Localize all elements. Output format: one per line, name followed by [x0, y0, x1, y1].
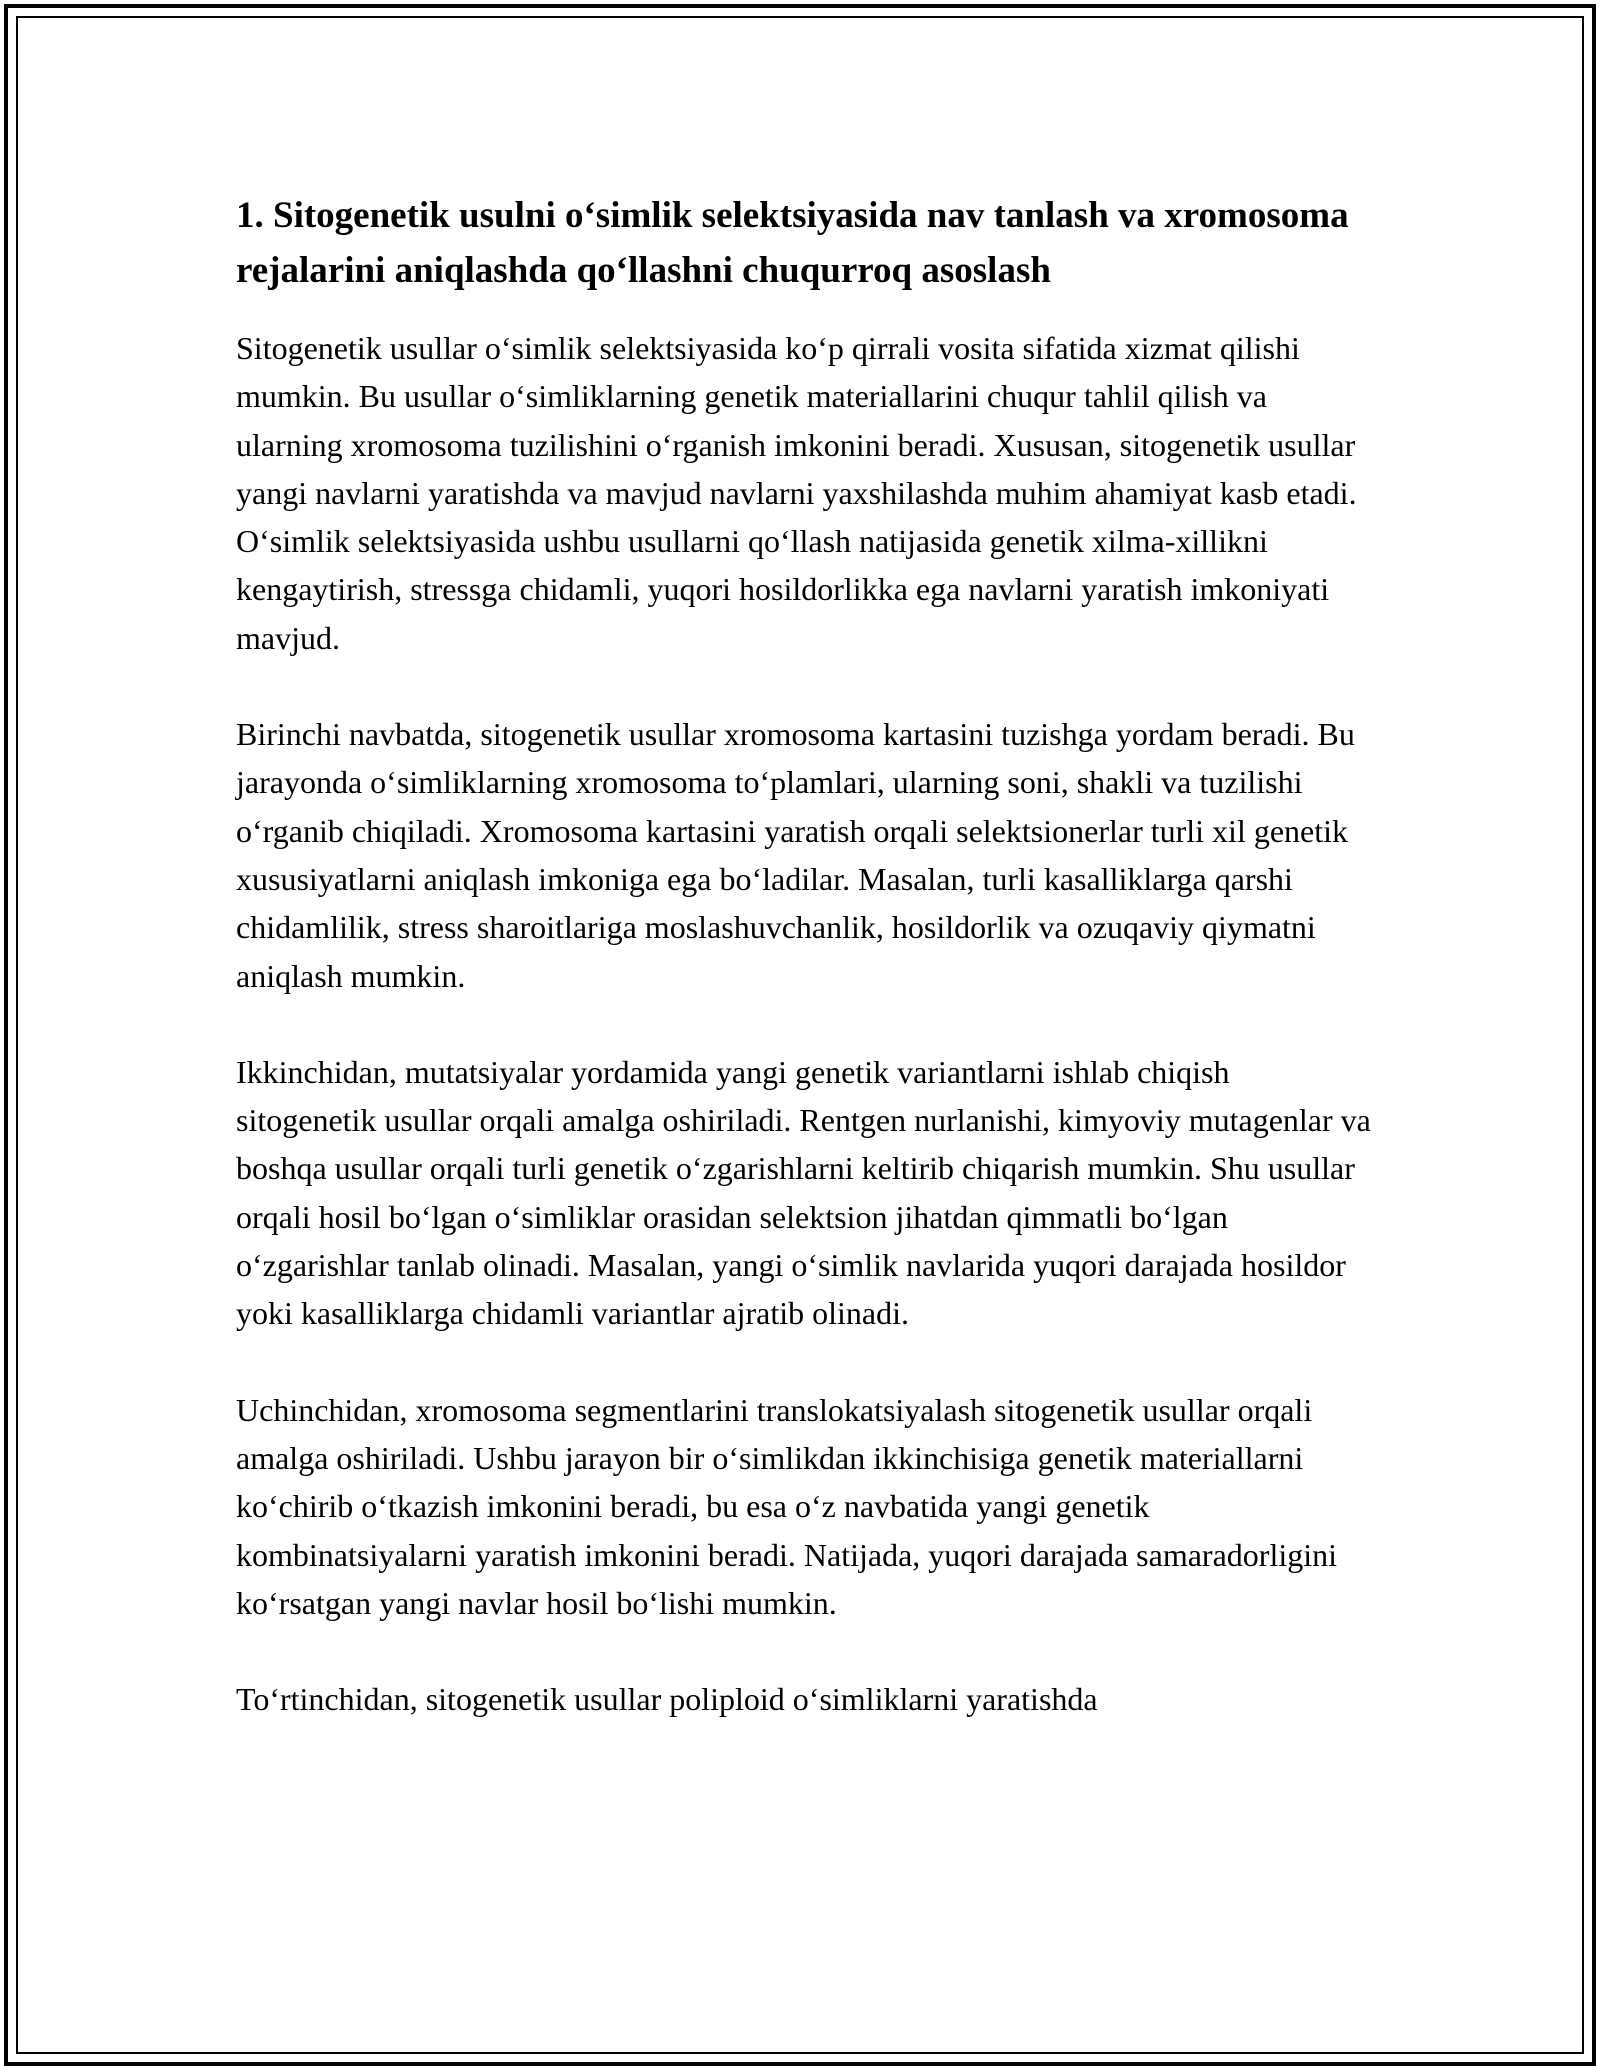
section-heading: 1. Sitogenetik usulni o‘simlik selektsiyasida nav tanlash va xromosoma rejalarini aniqlashda qo‘llashni chuqurroq asoslash: [236, 195, 1349, 291]
paragraph-third: Uchinchidan, xromosoma segmentlarini translokatsiyalash sitogenetik usullar orqali amalga oshiriladi. Ushbu jarayon bir o‘simlikdan ikkinchisiga genetik materiallarni ko‘chirib o‘tkazish imkonini beradi, bu esa o‘z navbatida yangi genetik kombinatsiyalarni yaratish imkonini beradi. Natijada, yuqori darajada samaradorligini ko‘rsatgan yangi navlar hosil bo‘lishi mumkin.: [236, 1391, 1337, 1621]
paragraph-second: Ikkinchidan, mutatsiyalar yordamida yangi genetik variantlarni ishlab chiqish sitogenetik usullar orqali amalga oshiriladi. Rentgen nurlanishi, kimyoviy mutagenlar va boshqa usullar orqali turli genetik o‘zgarishlarni keltirib chiqarish mumkin. Shu usullar orqali hosil bo‘lgan o‘simliklar orasidan selektsion jihatdan qimmatli bo‘lgan o‘zgarishlar tanlab olinadi. Masalan, yangi o‘simlik navlarida yuqori darajada hosildor yoki kasalliklarga chidamli variantlar ajratib olinadi.: [236, 1053, 1371, 1332]
paragraph-first: Birinchi navbatda, sitogenetik usullar xromosoma kartasini tuzishga yordam beradi. Bu jarayonda o‘simliklarning xromosoma to‘plamlari, ularning soni, shakli va tuzilishi o‘rganib chiqiladi. Xromosoma kartasini yaratish orqali selektsionerlar turli xil genetik xususiyatlarni aniqlash imkoniga ega bo‘ladilar. Masalan, turli kasalliklarga qarshi chidamlilik, stress sharoitlariga moslashuvchanlik, hosildorlik va ozuqaviy qiymatni aniqlash mumkin.: [236, 716, 1355, 994]
document-body: [236, 188, 1376, 1771]
paragraph-fourth: To‘rtinchidan, sitogenetik usullar poliploid o‘simliklarni yaratishda: [236, 1681, 1098, 1718]
paragraph-intro: Sitogenetik usullar o‘simlik selektsiyasida ko‘p qirrali vosita sifatida xizmat qilishi mumkin. Bu usullar o‘simliklarning genetik materiallarini chuqur tahlil qilish va ularning xromosoma tuzilishini o‘rganish imkonini beradi. Xususan, sitogenetik usullar yangi navlarni yaratishda va mavjud navlarni yaxshilashda muhim ahamiyat kasb etadi. O‘simlik selektsiyasida ushbu usullarni qo‘llash natijasida genetik xilma-xillikni kengaytirish, stressga chidamli, yuqori hosildorlikka ega navlarni yaratish imkoniyati mavjud.: [236, 330, 1357, 656]
